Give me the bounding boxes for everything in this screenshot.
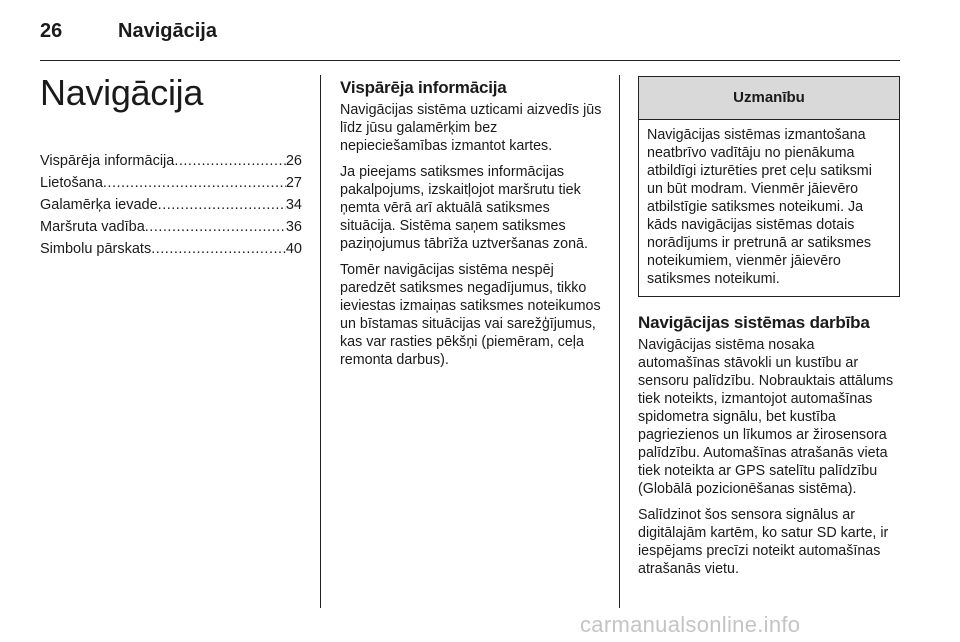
toc-page: 26 xyxy=(285,153,302,169)
right-column xyxy=(638,76,900,586)
paragraph: Ja pieejams satiksmes informācijas pakalpojums, izskaitļojot maršrutu tiek ņemta vērā arī aktuālā satiksmes situācija. Sistēma saņem satiksmes paziņojumus tābrīža uztveršanas zonā. xyxy=(340,164,588,252)
toc-entry[interactable] xyxy=(40,150,302,172)
toc-entry[interactable] xyxy=(40,194,302,216)
column-divider xyxy=(619,75,620,608)
toc-label: Simbolu pārskats xyxy=(40,241,152,257)
toc-leader xyxy=(151,238,286,260)
notice-text: Navigācijas sistēmas izmantošana neatbrīvo vadītāju no pienākuma atbildīgi izturēties pret ceļu satiksmi un būt modram. Vienmēr jāievēro atbilstīgie satiksmes noteikumi. Ja kāds navigācijas sistēmas dotais norādījums ir pretrunā ar satiksmes noteikumiem, vienmēr jāievēro satiksmes noteikumi. xyxy=(647,127,872,287)
toc-leader xyxy=(158,194,286,216)
toc-page: 40 xyxy=(285,241,302,257)
toc-label: Lietošana xyxy=(40,175,103,191)
header-rule xyxy=(40,60,900,61)
toc-entry[interactable] xyxy=(40,172,302,194)
table-of-contents xyxy=(40,150,302,260)
page-number: 26 xyxy=(40,20,63,42)
paragraph: Salīdzinot šos sensora signālus ar digitālajām kartēm, ko satur SD karte, ir iespējams precīzi noteikt automašīnas atrašanās vietu. xyxy=(638,507,889,577)
chapter-title: Navigācija xyxy=(40,72,204,113)
paragraph: Tomēr navigācijas sistēma nespēj paredzēt satiksmes negadījumus, tikko ieviestas izmaiņas satiksmes noteikumos un bīstamas situācijas vai sarežģījumus, kas var rasties pēkšņi (piemēram, ceļa remonta darbus). xyxy=(340,262,601,368)
watermark: carmanualsonline.info xyxy=(580,612,801,637)
notice-box xyxy=(638,76,900,297)
toc-page: 36 xyxy=(285,219,302,235)
toc-entry[interactable] xyxy=(40,216,302,238)
toc-leader xyxy=(103,172,286,194)
paragraph: Navigācijas sistēma nosaka automašīnas stāvokli un kustību ar sensoru palīdzību. Nobrauktais attālums tiek noteikts, izmantojot automašīnas spidometra signālu, bet kustība pagriezienos un līkumos ar žirosensora palīdzību. Automašīnas atrašanās vieta tiek noteikta ar GPS satelītu palīdzību (Globālā pozicionēšanas sistēma). xyxy=(638,337,894,497)
section-heading: Vispārēja informācija xyxy=(340,78,507,97)
general-info-section xyxy=(340,78,602,377)
section-heading: Navigācijas sistēmas darbība xyxy=(638,313,870,332)
toc-label: Maršruta vadība xyxy=(40,219,145,235)
toc-label: Galamērķa ievade xyxy=(40,197,158,213)
notice-title: Uzmanību xyxy=(639,77,899,120)
toc-entry[interactable] xyxy=(40,238,302,260)
paragraph: Navigācijas sistēma uzticami aizvedīs jūs līdz jūsu galamērķim bez nepieciešamības izmantot kartes. xyxy=(340,102,602,154)
toc-page: 34 xyxy=(285,197,302,213)
toc-page: 27 xyxy=(285,175,302,191)
running-head: Navigācija xyxy=(118,20,217,42)
toc-leader xyxy=(145,216,286,238)
toc-leader xyxy=(174,150,286,172)
toc-label: Vispārēja informācija xyxy=(40,153,175,169)
column-divider xyxy=(320,75,321,608)
